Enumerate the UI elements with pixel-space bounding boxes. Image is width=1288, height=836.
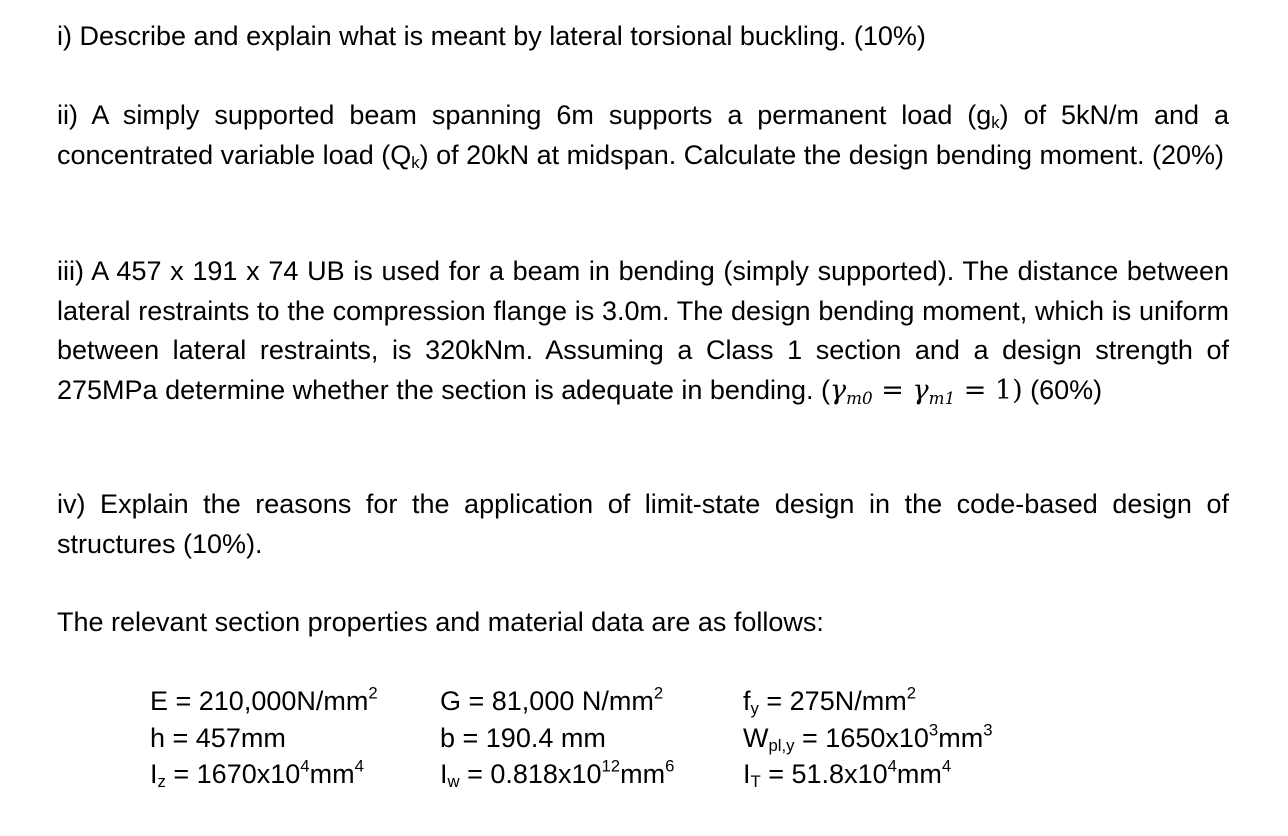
property-Wply: $W_{pl,y} = 1650x10^3mm^3$ [743,719,993,755]
question-2: ii) A simply supported beam spanning 6m supports a permanent load $(g_k)$ of 5kN/m and a concentrated variable load $(Q_k)$ of 20kN at midspan. Calculate the design bending moment. (20%) [57,100,1229,172]
properties-row [150,683,1043,720]
properties-row [150,720,1043,757]
question-3: iii) A 457 x 191 x 74 UB is used for a beam in bending (simply supported). The distance between lateral restraints to the compression flange is 3.0m. The design bending moment, which is uniform between lateral restraints, is 320kNm. Assuming a Class 1 section and a design strength of 275MPa determine whether the section is adequate in bending. (γm0 = γm1 = 1) (60%) [57,256,1229,408]
section-properties-table [150,683,1043,793]
property-E: $E = 210,000N/mm^2$ [150,683,378,716]
property-h: h = 457mm [150,722,286,753]
property-Iw: $I_w = 0.818x10^{12}mm^6$ [440,756,675,792]
property-G: G = 81,000 $N/mm^2$ [440,683,664,716]
question-1-text: i) Describe and explain what is meant by lateral torsional buckling. (10%) [57,21,926,51]
properties-row [150,756,1043,793]
property-fy: $f_y = 275N/mm^2$ [743,683,917,719]
property-Iz: $I_z = 1670x10^4mm^4$ [150,756,364,792]
property-b: b = 190.4 mm [440,722,606,753]
properties-intro: The relevant section properties and material data are as follows: [57,607,824,637]
question-4: iv) Explain the reasons for the application of limit-state design in the code-based design of structures (10%). [57,489,1229,559]
question-1 [57,17,1229,57]
property-IT: $I_T = 51.8x10^4mm^4$ [743,756,952,792]
